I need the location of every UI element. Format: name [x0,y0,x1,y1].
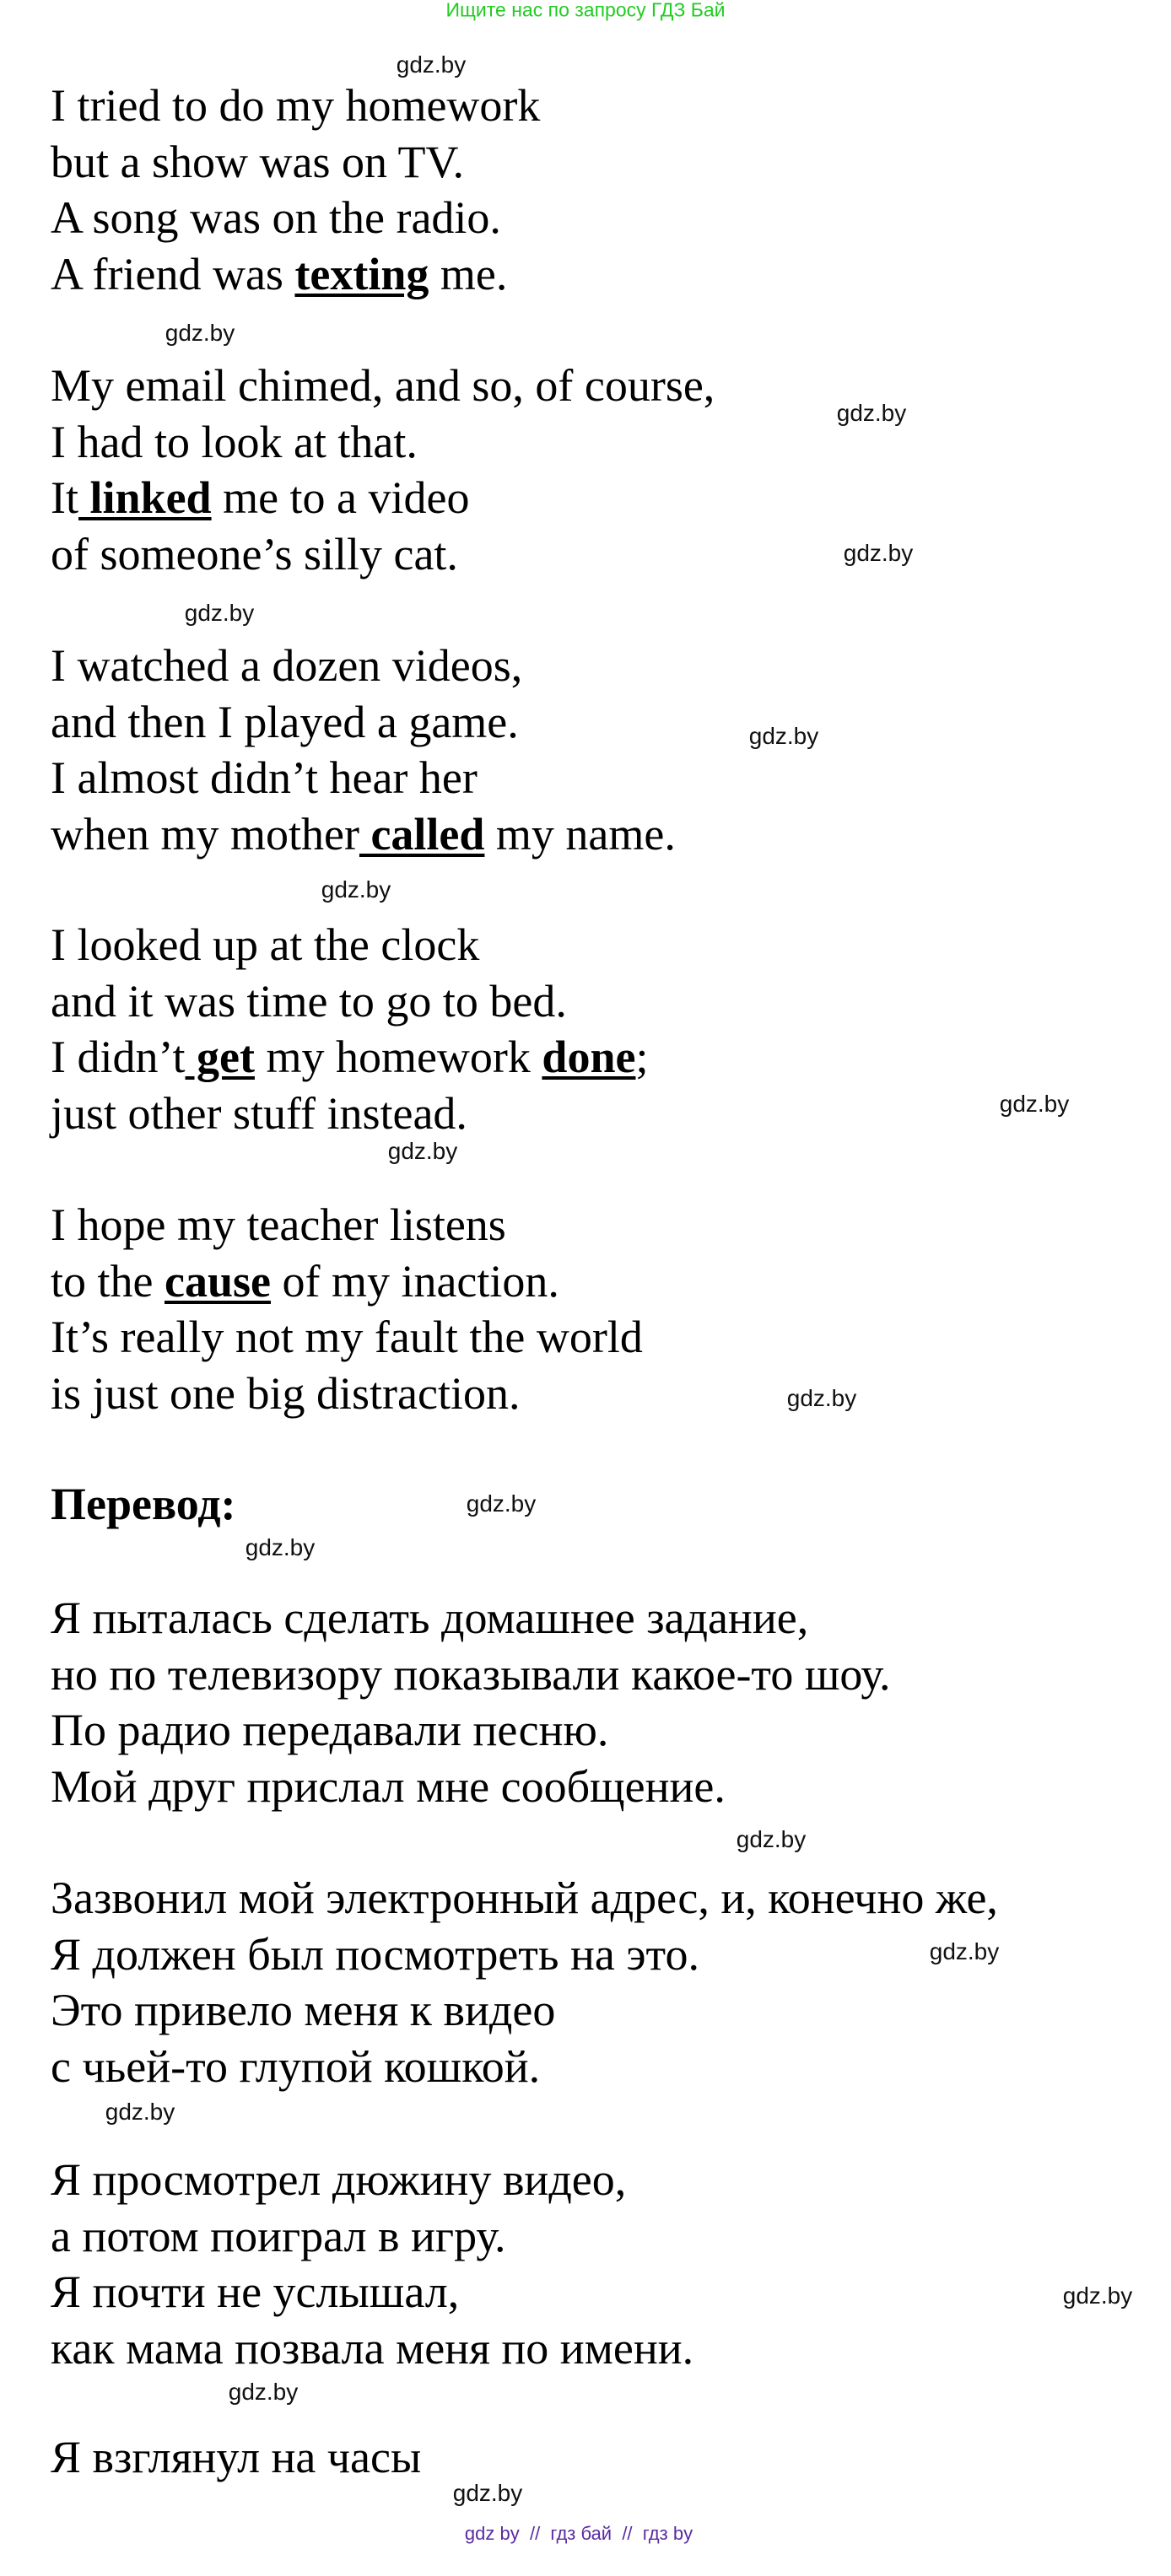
line-text: of someone’s silly cat. [51,528,458,579]
watermark: gdz.by [843,540,914,566]
line-text: Я должен был посмотреть на это. [51,1928,699,1980]
line-text: Это привело меня к видео [51,1985,556,2035]
line-text: A song was on the radio. [51,192,501,243]
watermark: gdz.by [748,723,819,749]
line-text: when my mother [51,808,359,860]
line-text: Я почти не услышал, [51,2266,460,2317]
line-text: Я просмотрел дюжину видео, [51,2154,627,2205]
watermark: gdz.by [396,51,467,78]
watermark: gdz.by [836,400,907,426]
poem-line [51,2039,998,2095]
line-text: Мой друг прислал мне сообщение. [51,1760,726,1812]
line-text: me to a video [211,472,470,523]
watermark: gdz.by [786,1385,857,1411]
poem-line [51,78,540,134]
poem-line [51,1253,643,1310]
poem-line [51,1197,643,1253]
line-text: and then I played a game. [51,696,519,747]
line-text: me. [429,248,508,299]
line-text: а потом поиграл в игру. [51,2210,506,2261]
line-text: and it was time to go to bed. [51,975,567,1027]
line-text: It’s really not my fault the world [51,1312,643,1362]
poem-line [51,470,715,526]
stanza [51,78,540,302]
poem-line [51,246,540,303]
stanza [51,1870,998,2094]
poem-line [51,2208,693,2265]
highlighted-word: linked [78,472,212,523]
poem-line [51,1927,998,1983]
highlighted-word: texting [294,248,429,299]
poem-line [51,2429,421,2486]
watermark: gdz.by [105,2099,175,2125]
watermark: gdz.by [999,1091,1070,1117]
watermark: gdz.by [929,1938,1000,1964]
highlighted-word: called [359,808,485,860]
poem-line [51,694,676,751]
line-text: just other stuff instead. [51,1087,467,1139]
watermark: gdz.by [228,2379,299,2405]
line-text: I didn’t [51,1032,186,1082]
poem-line [51,1646,890,1703]
line-text: my name. [484,808,676,860]
line-text: but a show was on TV. [51,136,465,187]
stanza [51,1197,643,1421]
translation-heading: Перевод: [51,1479,236,1529]
poem-line [51,1366,643,1422]
stanza [51,917,648,1141]
watermark: gdz.by [736,1826,807,1852]
footer-links[interactable]: gdz by // гдз бай // гдз by [464,2523,693,2544]
line-text: A friend was [51,248,295,299]
line-text: I had to look at that. [51,416,418,467]
stanza [51,2429,421,2486]
line-text: ; [635,1032,649,1082]
watermark: gdz.by [321,876,391,903]
poem-line [51,638,676,694]
line-text: Зазвонил мой электронный адрес, и, конечно же, [51,1873,998,1923]
line-text: Я пыталась сделать домашнее задание, [51,1592,809,1643]
poem-line [51,190,540,246]
poem-line [51,2264,693,2320]
poem-line [51,1870,998,1927]
line-text: my homework [254,1032,542,1082]
poem-line [51,1029,648,1086]
poem-line [51,1702,890,1759]
poem-line [51,2320,693,2377]
watermark: gdz.by [466,1490,537,1517]
stanza [51,1590,890,1814]
line-text: of my inaction. [270,1255,559,1307]
line-text: It [51,472,78,523]
watermark: gdz.by [387,1138,458,1164]
watermark: gdz.by [184,600,255,626]
line-text: но по телевизору показывали какое-то шоу. [51,1648,891,1700]
poem-line [51,1590,890,1646]
poem-line [51,806,676,863]
line-text: I almost didn’t hear her [51,752,478,803]
stanza [51,358,715,582]
line-text: to the [51,1255,165,1307]
line-text: Я взглянул на часы [51,2432,422,2482]
watermark: gdz.by [165,320,235,346]
highlighted-word: cause [164,1255,271,1307]
stanza [51,638,676,862]
poem-line [51,1759,890,1815]
watermark: gdz.by [245,1534,316,1560]
line-text: с чьей-то глупой кошкой. [51,2040,541,2092]
poem-line [51,526,715,583]
stanza [51,2152,693,2376]
line-text: My email chimed, and so, of course, [51,360,715,411]
line-text: I tried to do my homework [51,80,541,131]
poem-line [51,1309,643,1366]
poem-line [51,358,715,414]
poem-line [51,134,540,191]
line-text: I watched a dozen videos, [51,640,523,691]
watermark: gdz.by [452,2480,523,2506]
poem-line [51,917,648,973]
line-text: I looked up at the clock [51,919,480,970]
line-text: как мама позвала меня по имени. [51,2322,694,2374]
search-hint-banner[interactable]: Ищите нас по запросу ГДЗ Бай [445,0,726,21]
poem-line [51,973,648,1030]
poem-line [51,2152,693,2208]
watermark: gdz.by [1062,2282,1133,2309]
line-text: По радио передавали песню. [51,1705,609,1755]
poem-line [51,414,715,471]
highlighted-word: get [185,1032,255,1082]
line-text: is just one big distraction. [51,1367,521,1419]
highlighted-word: done [542,1032,636,1082]
line-text: I hope my teacher listens [51,1199,506,1250]
poem-line [51,1982,998,2039]
poem-line [51,1086,648,1142]
poem-line [51,750,676,806]
